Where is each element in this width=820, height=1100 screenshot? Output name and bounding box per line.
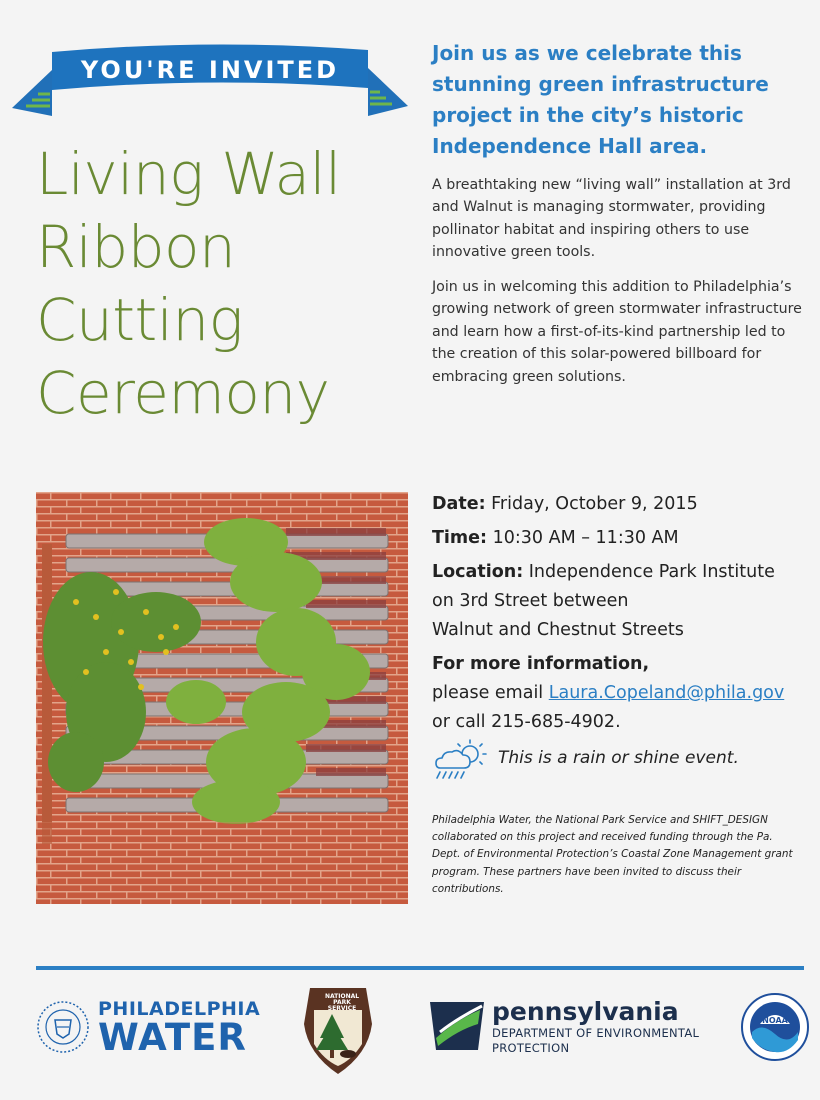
info-row bbox=[432, 650, 812, 679]
location-value: Independence Park Institute bbox=[523, 562, 775, 582]
invited-banner bbox=[12, 44, 408, 124]
pennsylvania-keystone-icon bbox=[428, 1000, 486, 1052]
event-details bbox=[432, 490, 812, 737]
living-wall-photo bbox=[36, 492, 408, 904]
email-prefix: please email bbox=[432, 683, 549, 703]
location-row bbox=[432, 558, 812, 587]
rain-or-shine bbox=[432, 738, 812, 782]
intro-paragraph: A breathtaking new “living wall” installation at 3rd and Walnut is managing stormwater, providing pollinator habitat and inspiring others to use innovative green tools. bbox=[432, 177, 791, 261]
date-label: Date: bbox=[432, 494, 486, 514]
email-link[interactable]: Laura.Copeland@phila.gov bbox=[548, 683, 785, 703]
info-label: For more information, bbox=[432, 654, 650, 674]
title-line: Living Wall bbox=[36, 140, 341, 208]
pw-logo-line1: PHILADELPHIA bbox=[98, 998, 261, 1020]
email-row bbox=[432, 679, 812, 708]
svg-text:PARK: PARK bbox=[333, 999, 351, 1006]
noaa-logo bbox=[740, 992, 810, 1062]
location-line-2: on 3rd Street between bbox=[432, 591, 629, 611]
date-row bbox=[432, 490, 812, 519]
welcome-paragraph: Join us in welcoming this addition to Philadelphia’s growing network of green stormwater infrastructure and learn how a first-of-its-kind partnership led to the creation of this solar-powered billboard for embracing green solutions. bbox=[432, 279, 802, 385]
national-park-service-logo bbox=[302, 984, 374, 1076]
title-line: Ribbon bbox=[36, 213, 236, 281]
rain-note: This is a rain or shine event. bbox=[498, 748, 739, 768]
location-label: Location: bbox=[432, 562, 524, 582]
title-line: Cutting bbox=[36, 286, 243, 354]
rain-sun-icon bbox=[432, 738, 492, 782]
pw-logo-line2: WATER bbox=[98, 1016, 247, 1059]
title-line: Ceremony bbox=[36, 359, 330, 427]
svg-text:NATIONAL: NATIONAL bbox=[324, 993, 360, 1000]
headline: Join us as we celebrate this stunning green infrastructure project in the city’s historic Independence Hall area. bbox=[432, 41, 769, 158]
time-row bbox=[432, 524, 812, 553]
footer-divider bbox=[36, 966, 804, 970]
philadelphia-seal-logo bbox=[36, 1000, 90, 1054]
svg-text:SERVICE: SERVICE bbox=[327, 1005, 357, 1012]
date-value: Friday, October 9, 2015 bbox=[485, 494, 698, 514]
pa-logo-line1: pennsylvania bbox=[492, 997, 679, 1026]
pa-logo-line3: PROTECTION bbox=[492, 1041, 570, 1055]
philadelphia-water-logo bbox=[98, 998, 261, 1059]
phone-row: or call 215-685-4902. bbox=[432, 712, 621, 732]
time-value: 10:30 AM – 11:30 AM bbox=[487, 528, 679, 548]
location-line-3: Walnut and Chestnut Streets bbox=[432, 620, 684, 640]
credits-paragraph: Philadelphia Water, the National Park Service and SHIFT_DESIGN collaborated on this project and received funding through the Pa. Dept. of Environmental Protection’s Coastal Zone Management grant program. These partners have been invited to discuss their contributions. bbox=[432, 814, 793, 895]
pa-dep-logo bbox=[492, 998, 699, 1056]
time-label: Time: bbox=[432, 528, 488, 548]
pa-logo-line2: DEPARTMENT OF ENVIRONMENTAL bbox=[492, 1026, 700, 1040]
event-title bbox=[36, 138, 416, 430]
svg-text:NOAA: NOAA bbox=[762, 1016, 788, 1025]
banner-label: YOU'RE INVITED bbox=[80, 56, 340, 84]
